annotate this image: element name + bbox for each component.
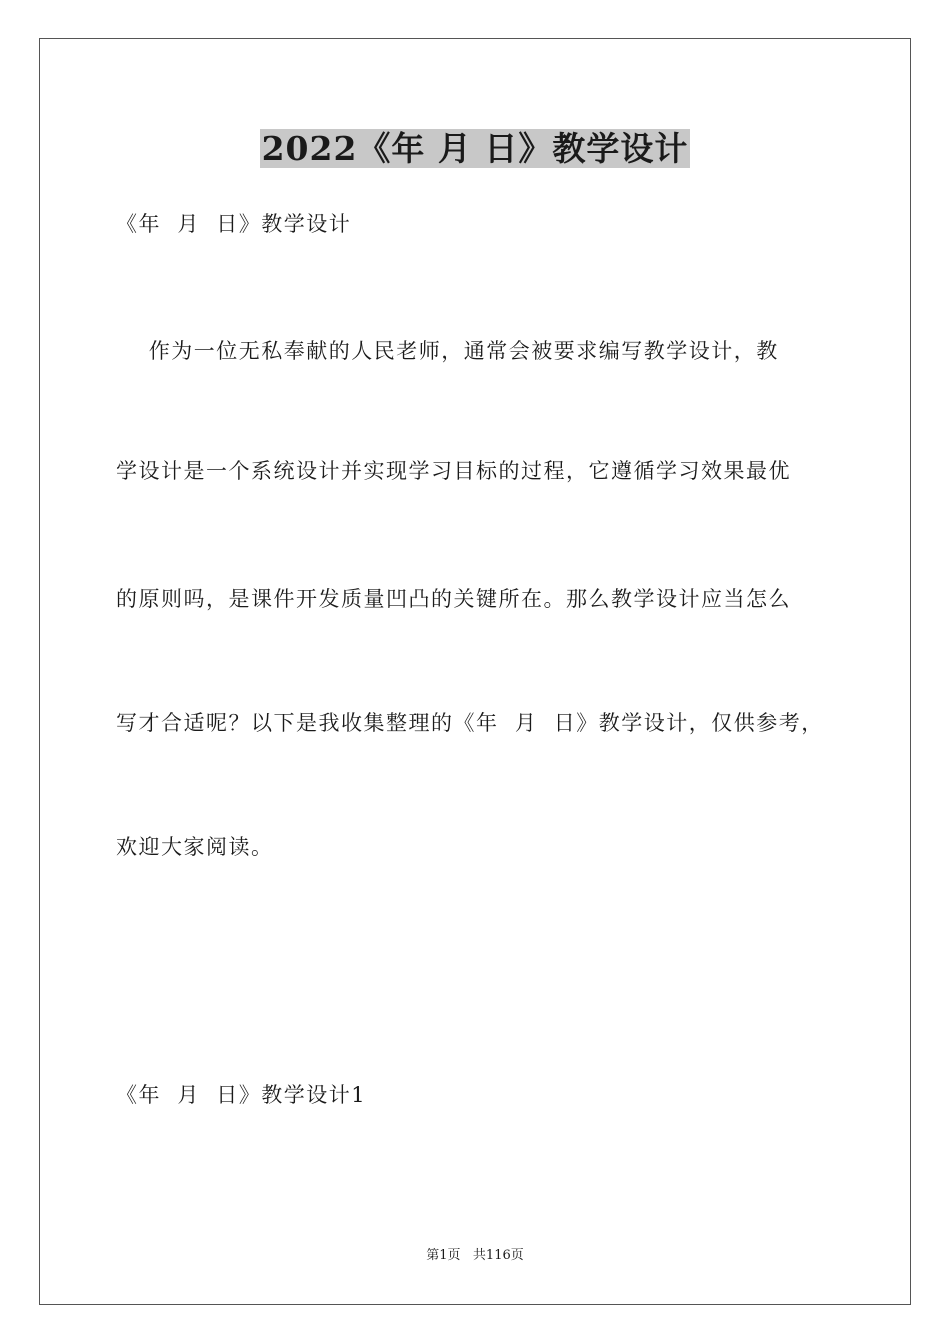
document-title — [0, 126, 950, 172]
paragraph-line: 的原则吗，是课件开发质量凹凸的关键所在。那么教学设计应当怎么 — [116, 587, 791, 611]
section-heading: 《年 月 日》教学设计1 — [116, 1083, 367, 1107]
paragraph-line: 欢迎大家阅读。 — [116, 835, 274, 859]
paragraph-line: 学设计是一个系统设计并实现学习目标的过程，它遵循学习效果最优 — [116, 459, 791, 483]
paragraph-line: 作为一位无私奉献的人民老师，通常会被要求编写教学设计，教 — [116, 339, 779, 363]
document-subtitle: 《年 月 日》教学设计 — [116, 212, 352, 236]
paragraph-line: 写才合适呢？以下是我收集整理的《年 月 日》教学设计，仅供参考， — [116, 711, 824, 735]
page-footer: 第1页 共116页 — [426, 1248, 524, 1263]
document-title-text: 2022《年 月 日》教学设计 — [261, 129, 689, 168]
